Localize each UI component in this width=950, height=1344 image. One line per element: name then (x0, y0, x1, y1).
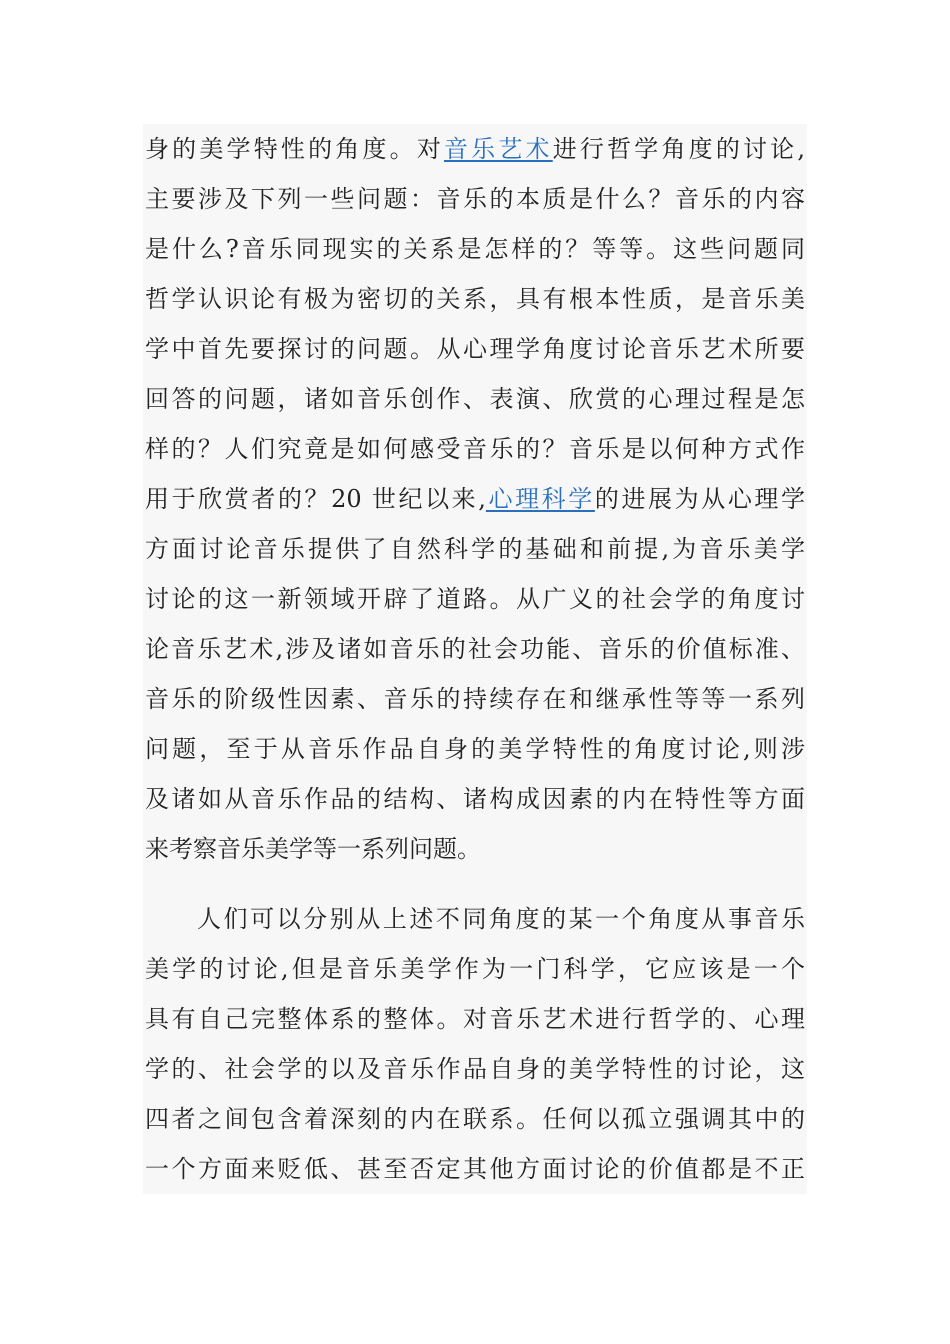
link-psychology-science[interactable]: 心理科学 (485, 485, 595, 513)
paragraph-line: 方面讨论音乐提供了自然科学的基础和前提,为音乐美学 (145, 535, 805, 563)
paragraph-line: 四者之间包含着深刻的内在联系。任何以孤立强调其中的 (145, 1105, 805, 1133)
paragraph-line: 及诸如从音乐作品的结构、诸构成因素的内在特性等方面 (145, 785, 805, 813)
text-segment: 的进展为从心理学 (594, 485, 806, 513)
paragraph-line: 问题，至于从音乐作品自身的美学特性的角度讨论,则涉 (145, 735, 805, 763)
text-segment: 用于欣赏者的？20 世纪以来, (145, 485, 486, 513)
text-segment: 身的美学特性的角度。对 (145, 135, 444, 163)
paragraph-line: 学中首先要探讨的问题。从心理学角度讨论音乐艺术所要 (145, 335, 805, 363)
article-text-block (143, 124, 807, 1194)
paragraph-line: 具有自己完整体系的整体。对音乐艺术进行哲学的、心理 (145, 1005, 805, 1033)
paragraph-line: 回答的问题，诸如音乐创作、表演、欣赏的心理过程是怎 (145, 385, 805, 413)
link-music-art[interactable]: 音乐艺术 (444, 135, 553, 163)
paragraph-line: 学的、社会学的以及音乐作品自身的美学特性的讨论，这 (145, 1055, 805, 1083)
paragraph-line: 主要涉及下列一些问题：音乐的本质是什么？音乐的内容 (145, 185, 805, 213)
paragraph-line: 美学的讨论,但是音乐美学作为一门科学，它应该是一个 (145, 955, 805, 983)
paragraph-2 (143, 894, 807, 1194)
paragraph-line: 讨论的这一新领域开辟了道路。从广义的社会学的角度讨 (145, 585, 805, 613)
paragraph-line: 一个方面来贬低、甚至否定其他方面讨论的价值都是不正 (145, 1155, 805, 1183)
paragraph-1 (143, 124, 807, 874)
paragraph-line: 样的？人们究竟是如何感受音乐的？音乐是以何种方式作 (145, 435, 805, 463)
paragraph-line: 音乐的阶级性因素、音乐的持续存在和继承性等等一系列 (145, 685, 805, 713)
paragraph-line (143, 474, 807, 524)
paragraph-line: 来考察音乐美学等一系列问题。 (145, 835, 481, 863)
paragraph-line: 哲学认识论有极为密切的关系，具有根本性质，是音乐美 (145, 285, 805, 313)
paragraph-line: 论音乐艺术,涉及诸如音乐的社会功能、音乐的价值标准、 (145, 635, 805, 663)
text-segment: 进行哲学角度的讨论, (552, 135, 805, 163)
paragraph-line (143, 124, 807, 174)
paragraph-line: 人们可以分别从上述不同角度的某一个角度从事音乐 (197, 905, 805, 933)
paragraph-line: 是什么?音乐同现实的关系是怎样的？等等。这些问题同 (145, 235, 805, 263)
